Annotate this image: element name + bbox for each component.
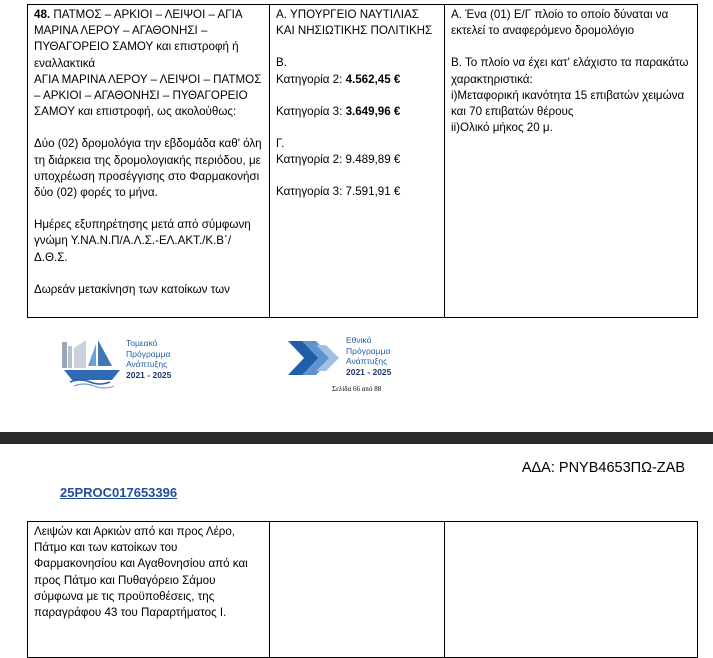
- page-number: Σελίδα 66 από 88: [332, 385, 382, 393]
- route-alternative: ΑΓΙΑ ΜΑΡΙΝΑ ΛΕΡΟΥ – ΛΕΙΨΟΙ – ΠΑΤΜΟΣ – ΑΡΚΙΟΙ – ΑΓΑΘΟΝΗΣΙ – ΠΥΘΑΓΟΡΕΙΟ ΣΑΜΟΥ και επιστροφή, ως ακολούθως:: [34, 72, 262, 119]
- sectoral-program-logo: [60, 336, 200, 390]
- national-line1: Εθνικό: [346, 335, 372, 345]
- vessel-cell: [445, 5, 698, 318]
- sectoral-line1: Τομεακό: [126, 338, 158, 348]
- table-row: [28, 522, 698, 658]
- table-row: [28, 5, 698, 318]
- g-category-2: Κατηγορία 2: 9.489,89 €: [276, 153, 401, 167]
- vessel-capacity: i)Μεταφορική ικανότητα 15 επιβατών χειμώνα και 70 επιβατών θέρους: [451, 88, 685, 119]
- proc-code-link[interactable]: 25PROC017653396: [60, 485, 178, 500]
- free-transport-text: Δωρεάν μετακίνηση των κατοίκων των: [34, 282, 230, 296]
- b-category-2: Κατηγορία 2: 4.562,45 €: [276, 72, 401, 86]
- route-cell: [28, 522, 270, 658]
- section-b-label: Β.: [276, 56, 287, 70]
- national-line2: Πρόγραμμα: [346, 345, 391, 356]
- service-days-text: Ημέρες εξυπηρέτησης μετά από σύμφωνη γνώμη Υ.ΝΑ.Ν.Π/Α.Λ.Σ.-ΕΛ.ΑΚΤ./Κ.Β΄/Δ.Θ.Σ.: [34, 218, 251, 264]
- ada-code: ΑΔΑ: ΡΝΥΒ4653ΠΩ-ΖΑΒ: [521, 460, 685, 476]
- route-cell: [28, 5, 270, 318]
- vessel-length: ii)Ολικό μήκος 20 μ.: [451, 121, 553, 135]
- arrows-icon: [286, 333, 346, 383]
- national-years: 2021 - 2025: [346, 366, 392, 377]
- schedule-text: Δύο (02) δρομολόγια την εβδομάδα καθ' όλη τη διάρκεια της δρομολογιακής περιόδου, με υποχρέωση προσέγγισης στο Φαρμακονήσι δύο (02) φορές το μήνα.: [34, 137, 262, 200]
- route-table-continued: [27, 521, 698, 658]
- national-line3: Ανάπτυξης: [346, 356, 388, 366]
- b-category-3: Κατηγορία 3: 3.649,96 €: [276, 104, 401, 118]
- ministry-name: Α. ΥΠΟΥΡΓΕΙΟ ΝΑΥΤΙΛΙΑΣ ΚΑΙ ΝΗΣΙΩΤΙΚΗΣ ΠΟΛΙΤΙΚΗΣ: [276, 8, 433, 38]
- vessel-cell-empty: [445, 522, 698, 658]
- free-transport-continued: Λειψών και Αρκιών από και προς Λέρο, Πάτμο και των κατοίκων του Φαρμακονησίου και Αγαθονησίου από και προς Πάτμο και Πυθαγόρειο Σάμου σύμφωνα με τις προϋποθέσεις, της παραγράφου 43 του Παραρτήματος Ι.: [34, 525, 248, 620]
- ministry-cell: [270, 5, 445, 318]
- sectoral-line3: Ανάπτυξης: [126, 359, 168, 369]
- route-title: 48. ΠΑΤΜΟΣ – ΑΡΚΙΟΙ – ΛΕΙΨΟΙ – ΑΓΙΑ ΜΑΡΙΝΑ ΛΕΡΟΥ – ΑΓΑΘΟΝΗΣΙ – ΠΥΘΑΓΟΡΕΙΟ ΣΑΜΟΥ και επιστροφή ή εναλλακτικά: [34, 8, 242, 70]
- ship-icon: [60, 336, 130, 390]
- sectoral-line2: Πρόγραμμα: [126, 348, 171, 359]
- g-category-3: Κατηγορία 3: 7.591,91 €: [276, 185, 401, 199]
- section-g-label: Γ.: [276, 137, 285, 151]
- page-separator: [0, 432, 713, 444]
- ministry-cell-empty: [270, 522, 445, 658]
- vessel-a-text: Α. Ένα (01) Ε/Γ πλοίο το οποίο δύναται να εκτελεί το αναφερόμενο δρομολόγιο: [451, 8, 669, 38]
- sectoral-years: 2021 - 2025: [126, 369, 172, 380]
- route-table: [27, 4, 698, 318]
- national-program-logo: [286, 333, 416, 393]
- vessel-b-text: Β. Το πλοίο να έχει κατ' ελάχιστο τα παρακάτω χαρακτηριστικά:: [451, 56, 689, 86]
